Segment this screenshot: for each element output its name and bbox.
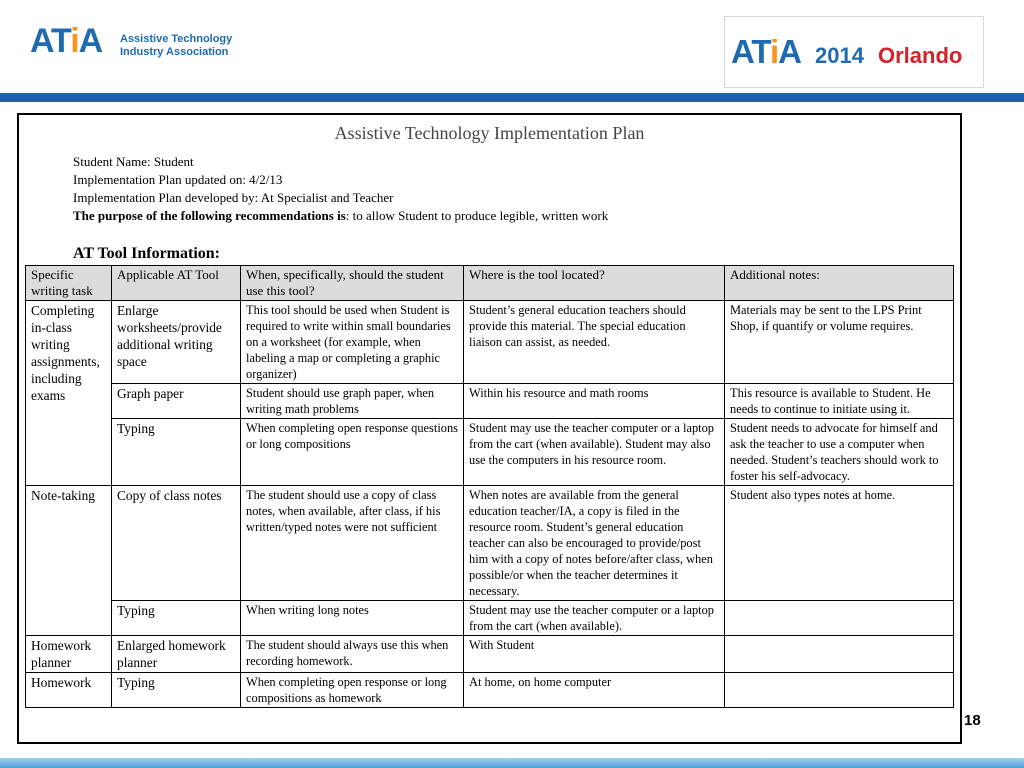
cell-tool: Enlarged homework planner — [112, 636, 241, 673]
badge-logo-mark: ATiA — [731, 33, 801, 70]
cell-notes — [725, 636, 954, 673]
cell-where: Student may use the teacher computer or a laptop from the cart (when available). Student may also use the computers in his resource room. — [464, 419, 725, 486]
badge-year: 2014 — [815, 43, 864, 68]
table-row — [26, 301, 954, 384]
cell-tool: Typing — [112, 601, 241, 636]
page-number: 18 — [964, 712, 981, 729]
at-tool-table — [25, 265, 954, 708]
cell-where: Student may use the teacher computer or a laptop from the cart (when available). — [464, 601, 725, 636]
cell-where: Student’s general education teachers should provide this material. The special education liaison can assist, as needed. — [464, 301, 725, 384]
implementation-plan-document — [17, 113, 962, 744]
cell-when: The student should always use this when recording homework. — [241, 636, 464, 673]
plan-purpose: The purpose of the following recommendations is: to allow Student to produce legible, written work — [73, 208, 609, 223]
cell-when: When writing long notes — [241, 601, 464, 636]
table-row — [26, 636, 954, 673]
cell-when: This tool should be used when Student is required to write within small boundaries on a worksheet (for example, when labeling a map or completing a graphic organizer) — [241, 301, 464, 384]
header-tool: Applicable AT Tool — [112, 266, 241, 301]
header-where: Where is the tool located? — [464, 266, 725, 301]
header-when: When, specifically, should the student use this tool? — [241, 266, 464, 301]
cell-task: Homework — [26, 673, 112, 708]
cell-when: Student should use graph paper, when writing math problems — [241, 384, 464, 419]
cell-when: When completing open response questions or long compositions — [241, 419, 464, 486]
cell-when: When completing open response or long compositions as homework — [241, 673, 464, 708]
cell-notes — [725, 673, 954, 708]
atia-logo — [30, 18, 260, 80]
document-title: Assistive Technology Implementation Plan — [334, 123, 645, 143]
cell-tool: Graph paper — [112, 384, 241, 419]
cell-where: Within his resource and math rooms — [464, 384, 725, 419]
header-divider-bar — [0, 93, 1024, 102]
cell-task: Note-taking — [26, 486, 112, 636]
table-row — [26, 673, 954, 708]
cell-tool: Copy of class notes — [112, 486, 241, 601]
atia-2014-orlando-badge — [724, 16, 984, 88]
cell-tool: Enlarge worksheets/provide additional writing space — [112, 301, 241, 384]
plan-info — [73, 153, 608, 225]
cell-tool: Typing — [112, 673, 241, 708]
table-row — [26, 384, 954, 419]
footer-bar — [0, 758, 1024, 768]
table-row — [26, 419, 954, 486]
table-row — [26, 486, 954, 601]
atia-logo-mark: ATiA — [30, 22, 103, 60]
table-header-row — [26, 266, 954, 301]
section-title: AT Tool Information: — [73, 245, 220, 262]
cell-where: When notes are available from the general education teacher/IA, a copy is filed in the resource room. Student’s general education teacher can also be encouraged to provide/post him with a copy of notes before/after class, when possible/or when the teacher determines it necessary. — [464, 486, 725, 601]
cell-notes: This resource is available to Student. He needs to continue to initiate using it. — [725, 384, 954, 419]
cell-notes — [725, 601, 954, 636]
cell-tool: Typing — [112, 419, 241, 486]
cell-where: At home, on home computer — [464, 673, 725, 708]
cell-when: The student should use a copy of class notes, when available, after class, if his written/typed notes were not sufficient — [241, 486, 464, 601]
header-task: Specific writing task — [26, 266, 112, 301]
cell-task: Completing in-class writing assignments, including exams — [26, 301, 112, 486]
cell-where: With Student — [464, 636, 725, 673]
atia-logo-text: Assistive Technology Industry Association — [120, 33, 233, 58]
table-row — [26, 601, 954, 636]
header-notes: Additional notes: — [725, 266, 954, 301]
student-name: Student Name: Student — [73, 154, 194, 169]
cell-notes: Materials may be sent to the LPS Print Shop, if quantify or volume requires. — [725, 301, 954, 384]
plan-updated: Implementation Plan updated on: 4/2/13 — [73, 172, 283, 187]
cell-notes: Student needs to advocate for himself and ask the teacher to use a computer when needed. Student’s teachers should work to foster his self-advocacy. — [725, 419, 954, 486]
plan-developed-by: Implementation Plan developed by: At Specialist and Teacher — [73, 190, 394, 205]
cell-notes: Student also types notes at home. — [725, 486, 954, 601]
badge-city: Orlando — [878, 43, 963, 68]
cell-task: Homework planner — [26, 636, 112, 673]
